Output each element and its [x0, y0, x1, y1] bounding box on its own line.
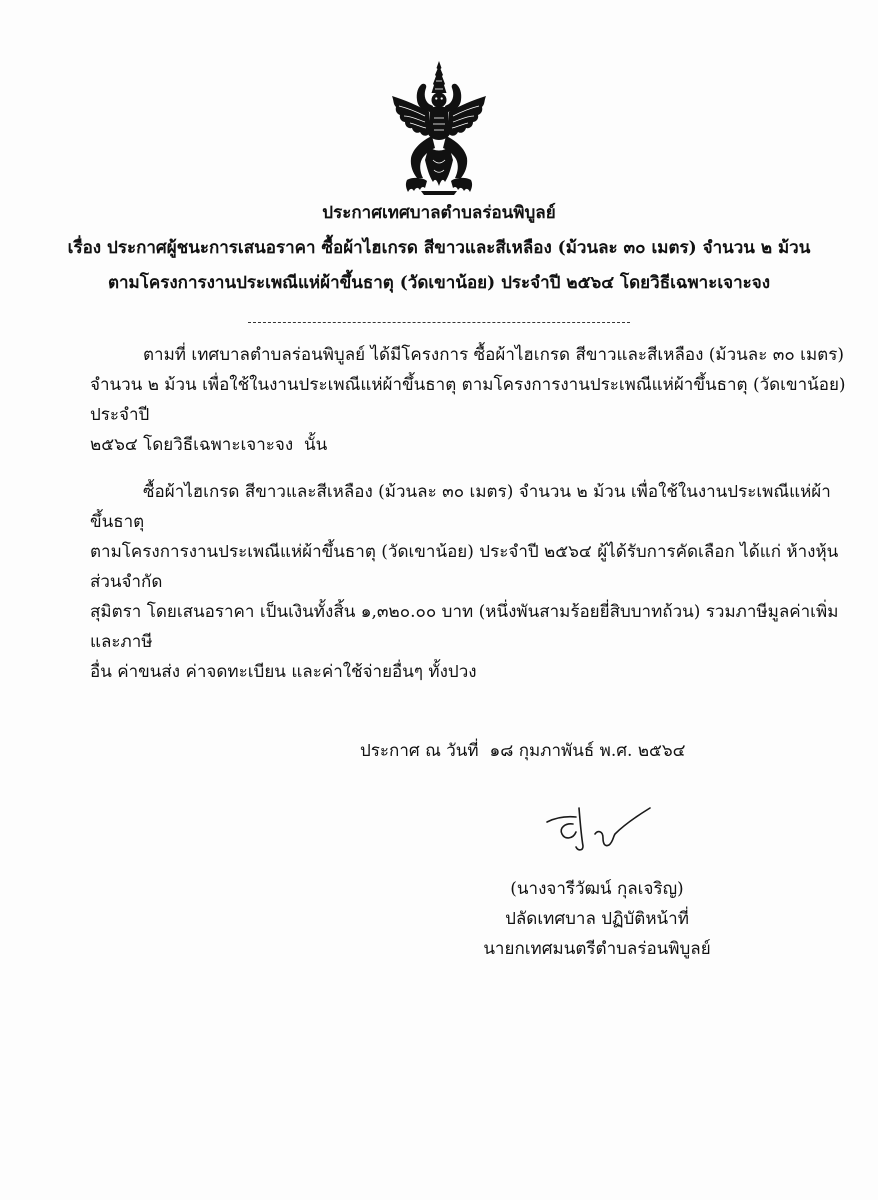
dashed-divider: [248, 322, 630, 323]
garuda-emblem-icon: [389, 60, 489, 196]
paragraph-background: [90, 340, 851, 460]
handwritten-signature: [543, 804, 653, 859]
paragraph-line: ตามโครงการงานประเพณีแห่ผ้าขึ้นธาตุ (วัดเขาน้อย) ประจำปี ๒๕๖๔ ผู้ได้รับการคัดเลือก ได้แก่ ห้างหุ้นส่วนจำกัด: [90, 542, 839, 592]
announcement-date: ประกาศ ณ วันที่ ๑๘ กุมภาพันธ์ พ.ศ. ๒๕๖๔: [360, 741, 686, 761]
paragraph-award: [90, 477, 847, 687]
announcement-title: ประกาศเทศบาลตำบลร่อนพิบูลย์: [322, 203, 556, 223]
signatory-position: ปลัดเทศบาล ปฏิบัติหน้าที่: [505, 909, 689, 929]
paragraph-line: ซื้อผ้าไฮเกรด สีขาวและสีเหลือง (ม้วนละ ๓๐ เมตร) จำนวน ๒ ม้วน เพื่อใช้ในงานประเพณีแห่ผ้าขึ้นธาตุ: [90, 482, 831, 532]
signatory-acting-for: นายกเทศมนตรีตำบลร่อนพิบูลย์: [483, 939, 711, 959]
signatory-name: (นางจารีวัฒน์ กุลเจริญ): [510, 879, 684, 899]
subject-line-1: เรื่อง ประกาศผู้ชนะการเสนอราคา ซื้อผ้าไฮเกรด สีขาวและสีเหลือง (ม้วนละ ๓๐ เมตร) จำนวน ๒ ม้วน: [67, 238, 811, 258]
paragraph-line: จำนวน ๒ ม้วน เพื่อใช้ในงานประเพณีแห่ผ้าขึ้นธาตุ ตามโครงการงานประเพณีแห่ผ้าขึ้นธาตุ (วัดเขาน้อย) ประจำปี: [90, 375, 851, 425]
announcement-body: [90, 340, 851, 687]
announcement-header: [0, 196, 878, 301]
paragraph-line: ตามที่ เทศบาลตำบลร่อนพิบูลย์ ได้มีโครงการ ซื้อผ้าไฮเกรด สีขาวและสีเหลือง (ม้วนละ ๓๐ เมตร): [143, 345, 844, 365]
paragraph-line: อื่น ค่าขนส่ง ค่าจดทะเบียน และค่าใช้จ่ายอื่นๆ ทั้งปวง: [90, 662, 477, 682]
paragraph-line: ๒๕๖๔ โดยวิธีเฉพาะเจาะจง นั้น: [90, 435, 328, 455]
signatory-block: [467, 874, 727, 964]
subject-line-2: ตามโครงการงานประเพณีแห่ผ้าขึ้นธาตุ (วัดเขาน้อย) ประจำปี ๒๕๖๔ โดยวิธีเฉพาะเจาะจง: [107, 273, 771, 293]
paragraph-line: สุมิตรา โดยเสนอราคา เป็นเงินทั้งสิ้น ๑,๓๒๐.๐๐ บาท (หนึ่งพันสามร้อยยี่สิบบาทถ้วน) รวมภาษีมูลค่าเพิ่มและภาษี: [90, 602, 839, 652]
